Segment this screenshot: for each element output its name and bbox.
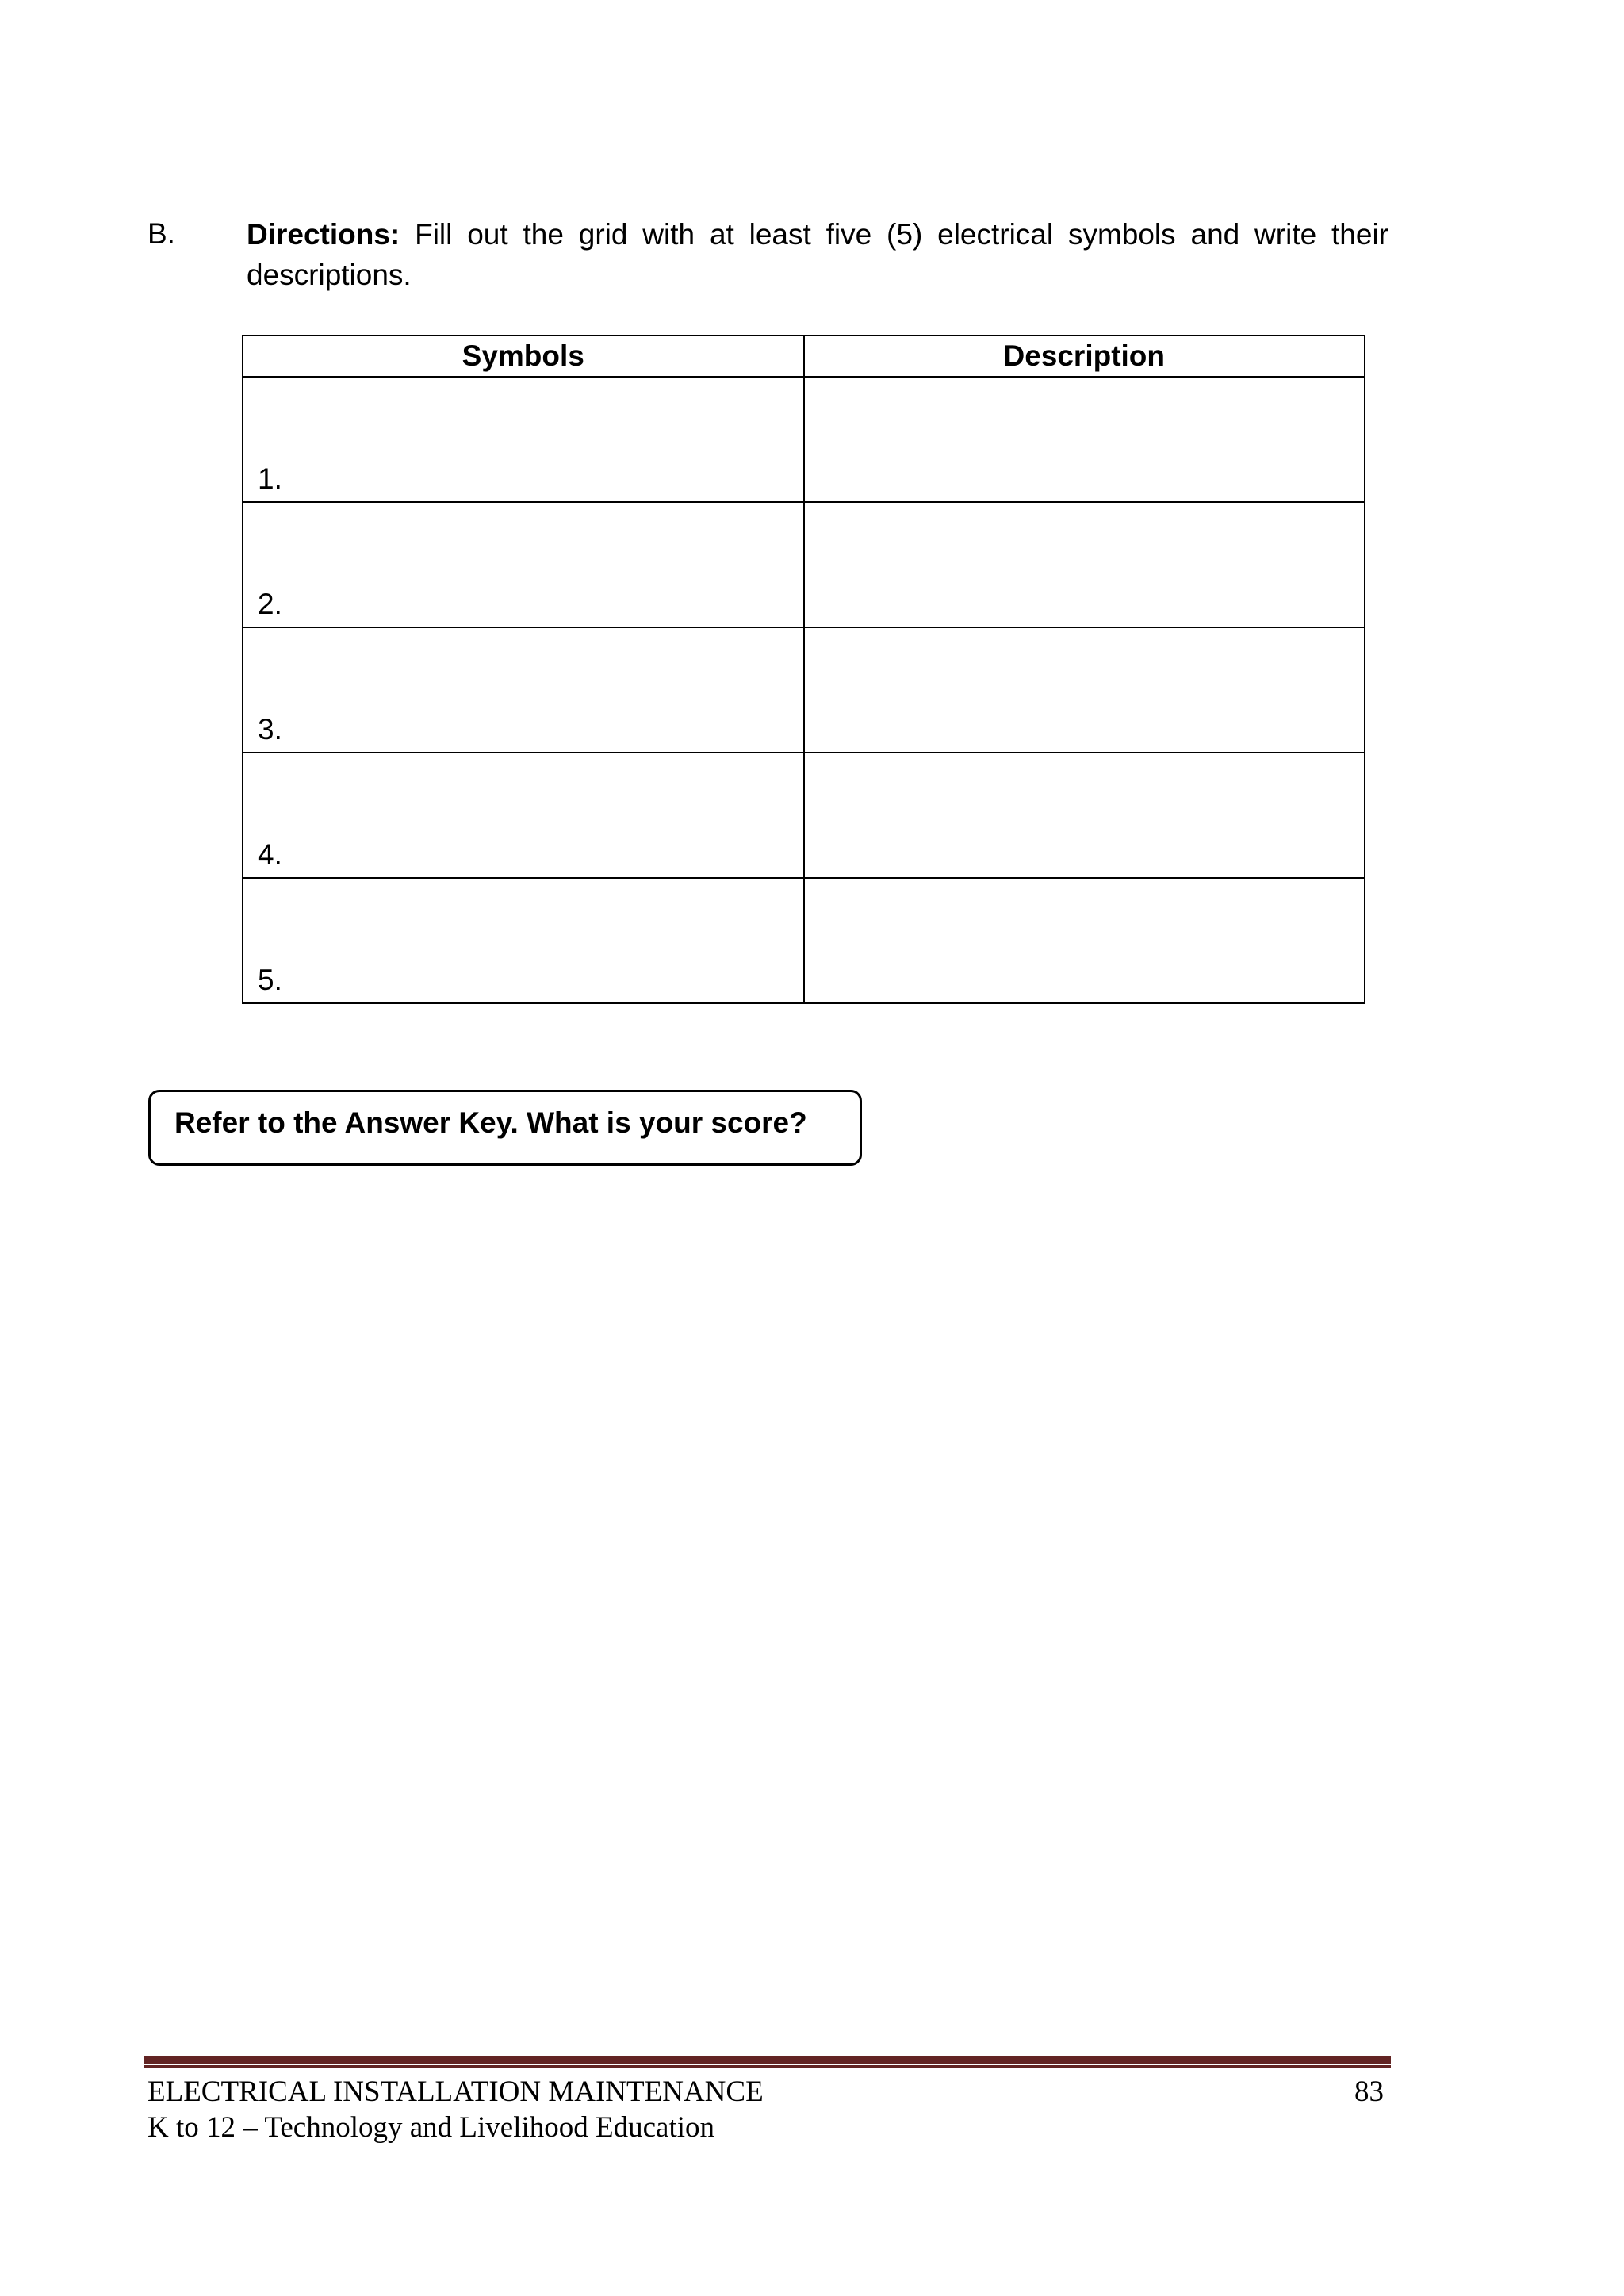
description-cell[interactable] <box>804 878 1365 1003</box>
footer-rule-thick <box>144 2056 1391 2064</box>
header-symbols: Symbols <box>243 335 804 377</box>
footer-title: ELECTRICAL INSTALLATION MAINTENANCE <box>147 2076 764 2108</box>
footer-subtitle: K to 12 – Technology and Livelihood Education <box>147 2111 715 2144</box>
footer-rule-thin <box>144 2065 1391 2068</box>
table-row <box>243 753 1365 878</box>
symbol-cell[interactable]: 4. <box>243 753 804 878</box>
table-row <box>243 502 1365 627</box>
section-letter: B. <box>147 217 175 250</box>
directions-text: Fill out the grid with at least five (5) electrical symbols and write their descriptions. <box>247 218 1388 291</box>
description-cell[interactable] <box>804 627 1365 753</box>
table-row <box>243 627 1365 753</box>
symbol-cell[interactable]: 5. <box>243 878 804 1003</box>
header-description: Description <box>804 335 1365 377</box>
symbol-cell[interactable]: 2. <box>243 502 804 627</box>
description-cell[interactable] <box>804 753 1365 878</box>
table-row <box>243 377 1365 502</box>
description-cell[interactable] <box>804 502 1365 627</box>
table-row <box>243 878 1365 1003</box>
symbol-cell[interactable]: 3. <box>243 627 804 753</box>
page-number: 83 <box>1354 2076 1384 2108</box>
symbol-cell[interactable]: 1. <box>243 377 804 502</box>
symbols-grid <box>242 335 1365 1004</box>
description-cell[interactable] <box>804 377 1365 502</box>
directions-lead: Directions: <box>247 218 400 251</box>
directions-paragraph <box>247 214 1388 295</box>
grid-header-row <box>243 335 1365 377</box>
score-prompt-box: Refer to the Answer Key. What is your score? <box>148 1090 862 1166</box>
